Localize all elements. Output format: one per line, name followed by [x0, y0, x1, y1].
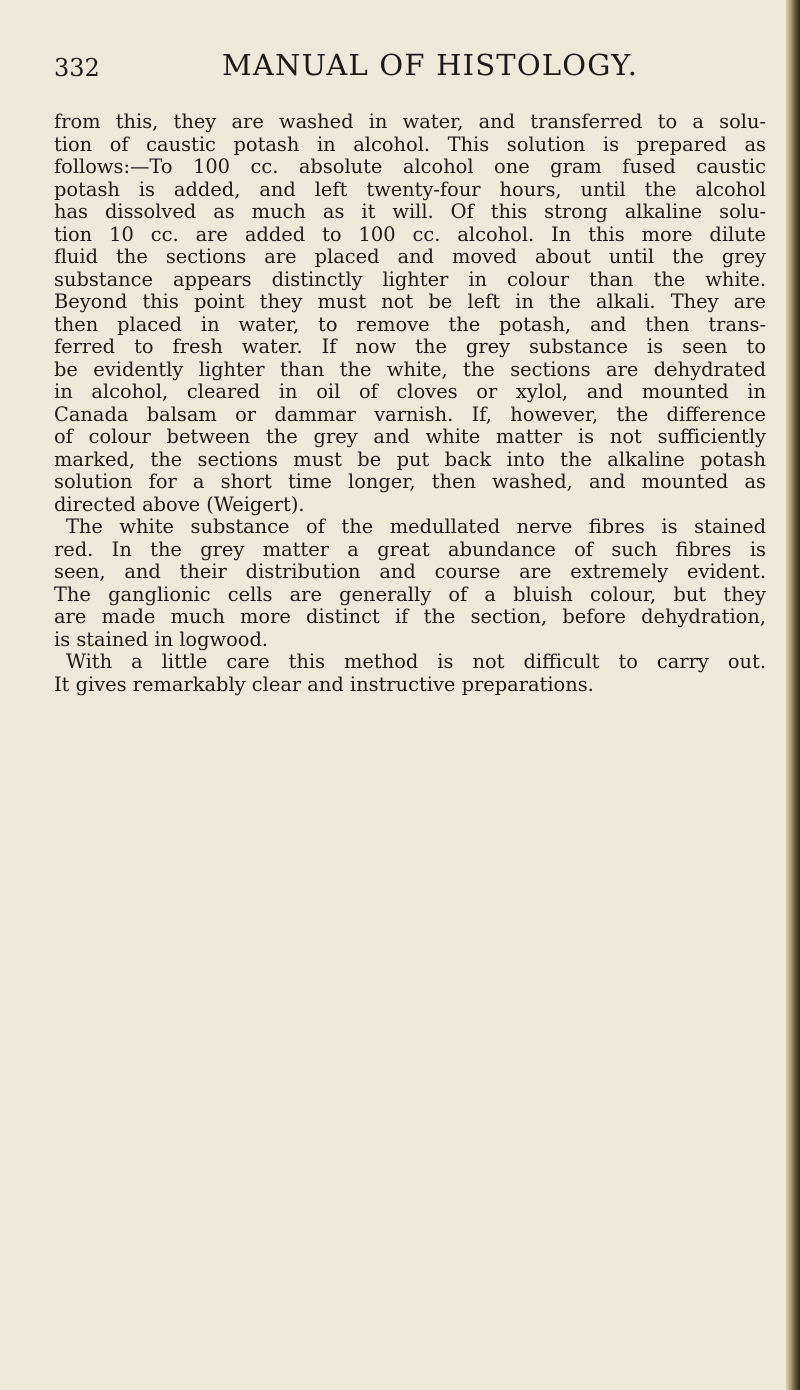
text-line: marked, the sections must be put back into the alkaline potash — [54, 448, 766, 471]
text-line: red. In the grey matter a great abundance of such fibres is — [54, 538, 766, 561]
text-line: Canada balsam or dammar varnish. If, however, the difference — [54, 403, 766, 426]
text-line: fluid the sections are placed and moved about until the grey — [54, 246, 766, 268]
text-line: are made much more distinct if the section, before dehydration, — [54, 606, 766, 628]
text-line: has dissolved as much as it will. Of this strong alkaline solu- — [54, 201, 766, 223]
text-line: of colour between the grey and white matter is not sufficiently — [54, 426, 766, 448]
page-edge-shadow — [786, 0, 800, 1390]
text-line: in alcohol, cleared in oil of cloves or xylol, and mounted in — [54, 381, 766, 403]
text-line: then placed in water, to remove the potash, and then trans- — [54, 313, 766, 336]
text-line: is stained in logwood. — [54, 628, 269, 651]
page-header — [0, 48, 800, 88]
text-line: substance appears distinctly lighter in colour than the white. — [54, 268, 766, 291]
text-line: The white substance of the medullated nerve fibres is stained — [66, 516, 766, 538]
text-line: Beyond this point they must not be left in the alkali. They are — [54, 291, 766, 313]
text-line: It gives remarkably clear and instructive preparations. — [54, 673, 594, 696]
text-line: ferred to fresh water. If now the grey substance is seen to — [54, 336, 766, 358]
body-text — [54, 111, 766, 696]
text-line: solution for a short time longer, then washed, and mounted as — [54, 471, 766, 493]
text-line: potash is added, and left twenty-four hours, until the alcohol — [54, 178, 766, 201]
text-line: The ganglionic cells are generally of a bluish colour, but they — [54, 583, 766, 606]
text-line: tion 10 cc. are added to 100 cc. alcohol. In this more dilute — [54, 223, 766, 246]
page-number: 332 — [54, 54, 100, 82]
text-line: tion of caustic potash in alcohol. This solution is prepared as — [54, 133, 766, 156]
text-line: from this, they are washed in water, and transferred to a solu- — [54, 111, 766, 133]
text-line: follows:—To 100 cc. absolute alcohol one gram fused caustic — [54, 156, 766, 178]
text-line: directed above (Weigert). — [54, 493, 305, 516]
text-line: seen, and their distribution and course are extremely evident. — [54, 561, 766, 583]
text-line: With a little care this method is not difficult to carry out. — [66, 651, 766, 673]
text-line: be evidently lighter than the white, the sections are dehydrated — [54, 358, 766, 381]
running-title: MANUAL OF HISTOLOGY. — [222, 48, 639, 82]
